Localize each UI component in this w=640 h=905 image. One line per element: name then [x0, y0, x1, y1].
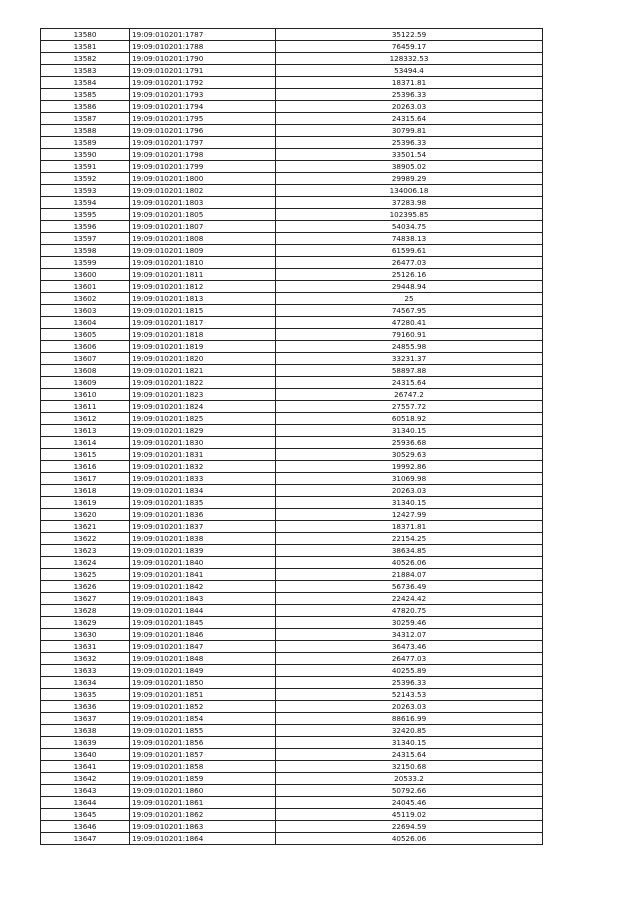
value-cell: 32150.68	[276, 761, 543, 773]
cadastral-number-cell: 19:09:010201:1812	[130, 281, 276, 293]
value-cell: 88616.99	[276, 713, 543, 725]
value-cell: 56736.49	[276, 581, 543, 593]
row-number-cell: 13616	[41, 461, 130, 473]
value-cell: 22154.25	[276, 533, 543, 545]
cadastral-number-cell: 19:09:010201:1818	[130, 329, 276, 341]
row-number-cell: 13619	[41, 497, 130, 509]
value-cell: 128332.53	[276, 53, 543, 65]
value-cell: 25396.33	[276, 677, 543, 689]
row-number-cell: 13603	[41, 305, 130, 317]
cadastral-number-cell: 19:09:010201:1864	[130, 833, 276, 845]
row-number-cell: 13582	[41, 53, 130, 65]
row-number-cell: 13586	[41, 101, 130, 113]
cadastral-number-cell: 19:09:010201:1859	[130, 773, 276, 785]
table-row	[41, 701, 543, 713]
table-row	[41, 293, 543, 305]
row-number-cell: 13646	[41, 821, 130, 833]
row-number-cell: 13592	[41, 173, 130, 185]
table-row	[41, 821, 543, 833]
table-row	[41, 641, 543, 653]
cadastral-number-cell: 19:09:010201:1844	[130, 605, 276, 617]
cadastral-number-cell: 19:09:010201:1850	[130, 677, 276, 689]
table-row	[41, 617, 543, 629]
row-number-cell: 13605	[41, 329, 130, 341]
row-number-cell: 13635	[41, 689, 130, 701]
row-number-cell: 13638	[41, 725, 130, 737]
cadastral-number-cell: 19:09:010201:1849	[130, 665, 276, 677]
row-number-cell: 13593	[41, 185, 130, 197]
cadastral-number-cell: 19:09:010201:1829	[130, 425, 276, 437]
row-number-cell: 13630	[41, 629, 130, 641]
value-cell: 30259.46	[276, 617, 543, 629]
row-number-cell: 13627	[41, 593, 130, 605]
table-row	[41, 65, 543, 77]
table-row	[41, 197, 543, 209]
row-number-cell: 13597	[41, 233, 130, 245]
table-row	[41, 125, 543, 137]
cadastral-number-cell: 19:09:010201:1807	[130, 221, 276, 233]
cadastral-number-cell: 19:09:010201:1802	[130, 185, 276, 197]
cadastral-number-cell: 19:09:010201:1817	[130, 317, 276, 329]
value-cell: 18371.81	[276, 77, 543, 89]
table-row	[41, 713, 543, 725]
cadastral-number-cell: 19:09:010201:1815	[130, 305, 276, 317]
cadastral-number-cell: 19:09:010201:1832	[130, 461, 276, 473]
row-number-cell: 13610	[41, 389, 130, 401]
table-row	[41, 353, 543, 365]
value-cell: 74567.95	[276, 305, 543, 317]
table-row	[41, 269, 543, 281]
row-number-cell: 13614	[41, 437, 130, 449]
value-cell: 24315.64	[276, 377, 543, 389]
value-cell: 36473.46	[276, 641, 543, 653]
table-row	[41, 257, 543, 269]
table-row	[41, 437, 543, 449]
table-row	[41, 509, 543, 521]
value-cell: 24855.98	[276, 341, 543, 353]
value-cell: 31069.98	[276, 473, 543, 485]
table-row	[41, 365, 543, 377]
cadastral-number-cell: 19:09:010201:1852	[130, 701, 276, 713]
value-cell: 38634.85	[276, 545, 543, 557]
table-row	[41, 545, 543, 557]
row-number-cell: 13607	[41, 353, 130, 365]
table-row	[41, 461, 543, 473]
cadastral-number-cell: 19:09:010201:1830	[130, 437, 276, 449]
value-cell: 102395.85	[276, 209, 543, 221]
value-cell: 20263.03	[276, 701, 543, 713]
row-number-cell: 13645	[41, 809, 130, 821]
value-cell: 31340.15	[276, 737, 543, 749]
table-row	[41, 281, 543, 293]
table-row	[41, 497, 543, 509]
cadastral-number-cell: 19:09:010201:1834	[130, 485, 276, 497]
row-number-cell: 13624	[41, 557, 130, 569]
table-row	[41, 305, 543, 317]
cadastral-number-cell: 19:09:010201:1861	[130, 797, 276, 809]
table-row	[41, 77, 543, 89]
table-row	[41, 449, 543, 461]
cadastral-number-cell: 19:09:010201:1820	[130, 353, 276, 365]
row-number-cell: 13599	[41, 257, 130, 269]
value-cell: 40255.89	[276, 665, 543, 677]
cadastral-number-cell: 19:09:010201:1854	[130, 713, 276, 725]
table-row	[41, 221, 543, 233]
row-number-cell: 13600	[41, 269, 130, 281]
row-number-cell: 13629	[41, 617, 130, 629]
value-cell: 38905.02	[276, 161, 543, 173]
value-cell: 134006.18	[276, 185, 543, 197]
table-row	[41, 521, 543, 533]
table-row	[41, 209, 543, 221]
table-row	[41, 773, 543, 785]
table-row	[41, 41, 543, 53]
cadastral-number-cell: 19:09:010201:1838	[130, 533, 276, 545]
table-row	[41, 689, 543, 701]
row-number-cell: 13628	[41, 605, 130, 617]
cadastral-number-cell: 19:09:010201:1793	[130, 89, 276, 101]
cadastral-number-cell: 19:09:010201:1796	[130, 125, 276, 137]
row-number-cell: 13631	[41, 641, 130, 653]
value-cell: 74838.13	[276, 233, 543, 245]
value-cell: 18371.81	[276, 521, 543, 533]
cadastral-number-cell: 19:09:010201:1791	[130, 65, 276, 77]
table-row	[41, 593, 543, 605]
value-cell: 27557.72	[276, 401, 543, 413]
cadastral-number-cell: 19:09:010201:1846	[130, 629, 276, 641]
cadastral-number-cell: 19:09:010201:1825	[130, 413, 276, 425]
row-number-cell: 13641	[41, 761, 130, 773]
row-number-cell: 13587	[41, 113, 130, 125]
table-row	[41, 749, 543, 761]
row-number-cell: 13611	[41, 401, 130, 413]
row-number-cell: 13612	[41, 413, 130, 425]
table-body	[41, 29, 543, 845]
cadastral-number-cell: 19:09:010201:1835	[130, 497, 276, 509]
value-cell: 31340.15	[276, 425, 543, 437]
table-row	[41, 653, 543, 665]
value-cell: 25396.33	[276, 137, 543, 149]
value-cell: 24315.64	[276, 113, 543, 125]
cadastral-number-cell: 19:09:010201:1798	[130, 149, 276, 161]
value-cell: 30799.81	[276, 125, 543, 137]
cadastral-number-cell: 19:09:010201:1788	[130, 41, 276, 53]
value-cell: 24045.46	[276, 797, 543, 809]
cadastral-number-cell: 19:09:010201:1862	[130, 809, 276, 821]
row-number-cell: 13595	[41, 209, 130, 221]
value-cell: 40526.06	[276, 557, 543, 569]
row-number-cell: 13613	[41, 425, 130, 437]
value-cell: 50792.66	[276, 785, 543, 797]
row-number-cell: 13647	[41, 833, 130, 845]
value-cell: 25	[276, 293, 543, 305]
cadastral-number-cell: 19:09:010201:1819	[130, 341, 276, 353]
value-cell: 33501.54	[276, 149, 543, 161]
value-cell: 29989.29	[276, 173, 543, 185]
table-row	[41, 665, 543, 677]
value-cell: 31340.15	[276, 497, 543, 509]
cadastral-number-cell: 19:09:010201:1810	[130, 257, 276, 269]
cadastral-number-cell: 19:09:010201:1824	[130, 401, 276, 413]
row-number-cell: 13625	[41, 569, 130, 581]
cadastral-number-cell: 19:09:010201:1787	[130, 29, 276, 41]
value-cell: 47820.75	[276, 605, 543, 617]
row-number-cell: 13590	[41, 149, 130, 161]
cadastral-number-cell: 19:09:010201:1851	[130, 689, 276, 701]
cadastral-number-cell: 19:09:010201:1809	[130, 245, 276, 257]
value-cell: 12427.99	[276, 509, 543, 521]
cadastral-number-cell: 19:09:010201:1840	[130, 557, 276, 569]
value-cell: 37283.98	[276, 197, 543, 209]
cadastral-number-cell: 19:09:010201:1795	[130, 113, 276, 125]
table-row	[41, 737, 543, 749]
table-row	[41, 677, 543, 689]
cadastral-number-cell: 19:09:010201:1821	[130, 365, 276, 377]
row-number-cell: 13639	[41, 737, 130, 749]
value-cell: 54034.75	[276, 221, 543, 233]
table-row	[41, 185, 543, 197]
row-number-cell: 13588	[41, 125, 130, 137]
row-number-cell: 13632	[41, 653, 130, 665]
value-cell: 61599.61	[276, 245, 543, 257]
cadastral-number-cell: 19:09:010201:1856	[130, 737, 276, 749]
table-row	[41, 53, 543, 65]
row-number-cell: 13602	[41, 293, 130, 305]
row-number-cell: 13637	[41, 713, 130, 725]
table-row	[41, 473, 543, 485]
value-cell: 26477.03	[276, 257, 543, 269]
value-cell: 25396.33	[276, 89, 543, 101]
cadastral-number-cell: 19:09:010201:1823	[130, 389, 276, 401]
cadastral-number-cell: 19:09:010201:1831	[130, 449, 276, 461]
cadastral-number-cell: 19:09:010201:1794	[130, 101, 276, 113]
value-cell: 30529.63	[276, 449, 543, 461]
cadastral-number-cell: 19:09:010201:1843	[130, 593, 276, 605]
value-cell: 20533.2	[276, 773, 543, 785]
value-cell: 22694.59	[276, 821, 543, 833]
table-row	[41, 137, 543, 149]
cadastral-number-cell: 19:09:010201:1800	[130, 173, 276, 185]
value-cell: 34312.07	[276, 629, 543, 641]
cadastral-number-cell: 19:09:010201:1860	[130, 785, 276, 797]
table-row	[41, 101, 543, 113]
row-number-cell: 13634	[41, 677, 130, 689]
table-row	[41, 533, 543, 545]
cadastral-number-cell: 19:09:010201:1803	[130, 197, 276, 209]
table-row	[41, 557, 543, 569]
cadastral-number-cell: 19:09:010201:1797	[130, 137, 276, 149]
table-row	[41, 785, 543, 797]
table-row	[41, 761, 543, 773]
table-row	[41, 317, 543, 329]
row-number-cell: 13617	[41, 473, 130, 485]
cadastral-number-cell: 19:09:010201:1836	[130, 509, 276, 521]
value-cell: 20263.03	[276, 101, 543, 113]
row-number-cell: 13643	[41, 785, 130, 797]
value-cell: 79160.91	[276, 329, 543, 341]
table-row	[41, 413, 543, 425]
table-row	[41, 113, 543, 125]
row-number-cell: 13606	[41, 341, 130, 353]
cadastral-number-cell: 19:09:010201:1833	[130, 473, 276, 485]
table-row	[41, 377, 543, 389]
table-row	[41, 809, 543, 821]
row-number-cell: 13604	[41, 317, 130, 329]
row-number-cell: 13620	[41, 509, 130, 521]
cadastral-number-cell: 19:09:010201:1839	[130, 545, 276, 557]
value-cell: 52143.53	[276, 689, 543, 701]
cadastral-number-cell: 19:09:010201:1805	[130, 209, 276, 221]
row-number-cell: 13585	[41, 89, 130, 101]
cadastral-number-cell: 19:09:010201:1792	[130, 77, 276, 89]
row-number-cell: 13633	[41, 665, 130, 677]
value-cell: 19992.86	[276, 461, 543, 473]
cadastral-number-cell: 19:09:010201:1842	[130, 581, 276, 593]
row-number-cell: 13615	[41, 449, 130, 461]
value-cell: 32420.85	[276, 725, 543, 737]
value-cell: 35122.59	[276, 29, 543, 41]
cadastral-number-cell: 19:09:010201:1822	[130, 377, 276, 389]
row-number-cell: 13622	[41, 533, 130, 545]
row-number-cell: 13640	[41, 749, 130, 761]
value-cell: 25126.16	[276, 269, 543, 281]
table-row	[41, 245, 543, 257]
row-number-cell: 13642	[41, 773, 130, 785]
row-number-cell: 13626	[41, 581, 130, 593]
table-row	[41, 833, 543, 845]
table-row	[41, 149, 543, 161]
value-cell: 25936.68	[276, 437, 543, 449]
cadastral-number-cell: 19:09:010201:1841	[130, 569, 276, 581]
row-number-cell: 13583	[41, 65, 130, 77]
row-number-cell: 13594	[41, 197, 130, 209]
value-cell: 22424.42	[276, 593, 543, 605]
row-number-cell: 13581	[41, 41, 130, 53]
table-row	[41, 485, 543, 497]
value-cell: 45119.02	[276, 809, 543, 821]
table-row	[41, 401, 543, 413]
table-row	[41, 161, 543, 173]
table-row	[41, 329, 543, 341]
row-number-cell: 13608	[41, 365, 130, 377]
value-cell: 24315.64	[276, 749, 543, 761]
value-cell: 53494.4	[276, 65, 543, 77]
table-row	[41, 389, 543, 401]
table-row	[41, 797, 543, 809]
cadastral-number-cell: 19:09:010201:1858	[130, 761, 276, 773]
cadastral-value-table	[40, 28, 543, 845]
value-cell: 60518.92	[276, 413, 543, 425]
cadastral-number-cell: 19:09:010201:1848	[130, 653, 276, 665]
row-number-cell: 13591	[41, 161, 130, 173]
table-row	[41, 569, 543, 581]
row-number-cell: 13618	[41, 485, 130, 497]
cadastral-number-cell: 19:09:010201:1799	[130, 161, 276, 173]
value-cell: 58897.88	[276, 365, 543, 377]
table-row	[41, 425, 543, 437]
table-row	[41, 581, 543, 593]
table-row	[41, 605, 543, 617]
row-number-cell: 13589	[41, 137, 130, 149]
cadastral-number-cell: 19:09:010201:1847	[130, 641, 276, 653]
value-cell: 76459.17	[276, 41, 543, 53]
value-cell: 20263.03	[276, 485, 543, 497]
table-row	[41, 341, 543, 353]
value-cell: 47280.41	[276, 317, 543, 329]
cadastral-number-cell: 19:09:010201:1837	[130, 521, 276, 533]
value-cell: 29448.94	[276, 281, 543, 293]
row-number-cell: 13601	[41, 281, 130, 293]
cadastral-number-cell: 19:09:010201:1813	[130, 293, 276, 305]
table-row	[41, 89, 543, 101]
row-number-cell: 13644	[41, 797, 130, 809]
value-cell: 26747.2	[276, 389, 543, 401]
table-row	[41, 233, 543, 245]
value-cell: 21884.07	[276, 569, 543, 581]
cadastral-number-cell: 19:09:010201:1808	[130, 233, 276, 245]
cadastral-number-cell: 19:09:010201:1863	[130, 821, 276, 833]
row-number-cell: 13623	[41, 545, 130, 557]
table-row	[41, 173, 543, 185]
row-number-cell: 13584	[41, 77, 130, 89]
value-cell: 40526.06	[276, 833, 543, 845]
row-number-cell: 13596	[41, 221, 130, 233]
row-number-cell: 13598	[41, 245, 130, 257]
cadastral-number-cell: 19:09:010201:1845	[130, 617, 276, 629]
cadastral-number-cell: 19:09:010201:1811	[130, 269, 276, 281]
table-row	[41, 629, 543, 641]
row-number-cell: 13580	[41, 29, 130, 41]
row-number-cell: 13636	[41, 701, 130, 713]
row-number-cell: 13609	[41, 377, 130, 389]
table-row	[41, 725, 543, 737]
row-number-cell: 13621	[41, 521, 130, 533]
value-cell: 33231.37	[276, 353, 543, 365]
cadastral-number-cell: 19:09:010201:1855	[130, 725, 276, 737]
value-cell: 26477.03	[276, 653, 543, 665]
cadastral-number-cell: 19:09:010201:1790	[130, 53, 276, 65]
cadastral-number-cell: 19:09:010201:1857	[130, 749, 276, 761]
table-row	[41, 29, 543, 41]
